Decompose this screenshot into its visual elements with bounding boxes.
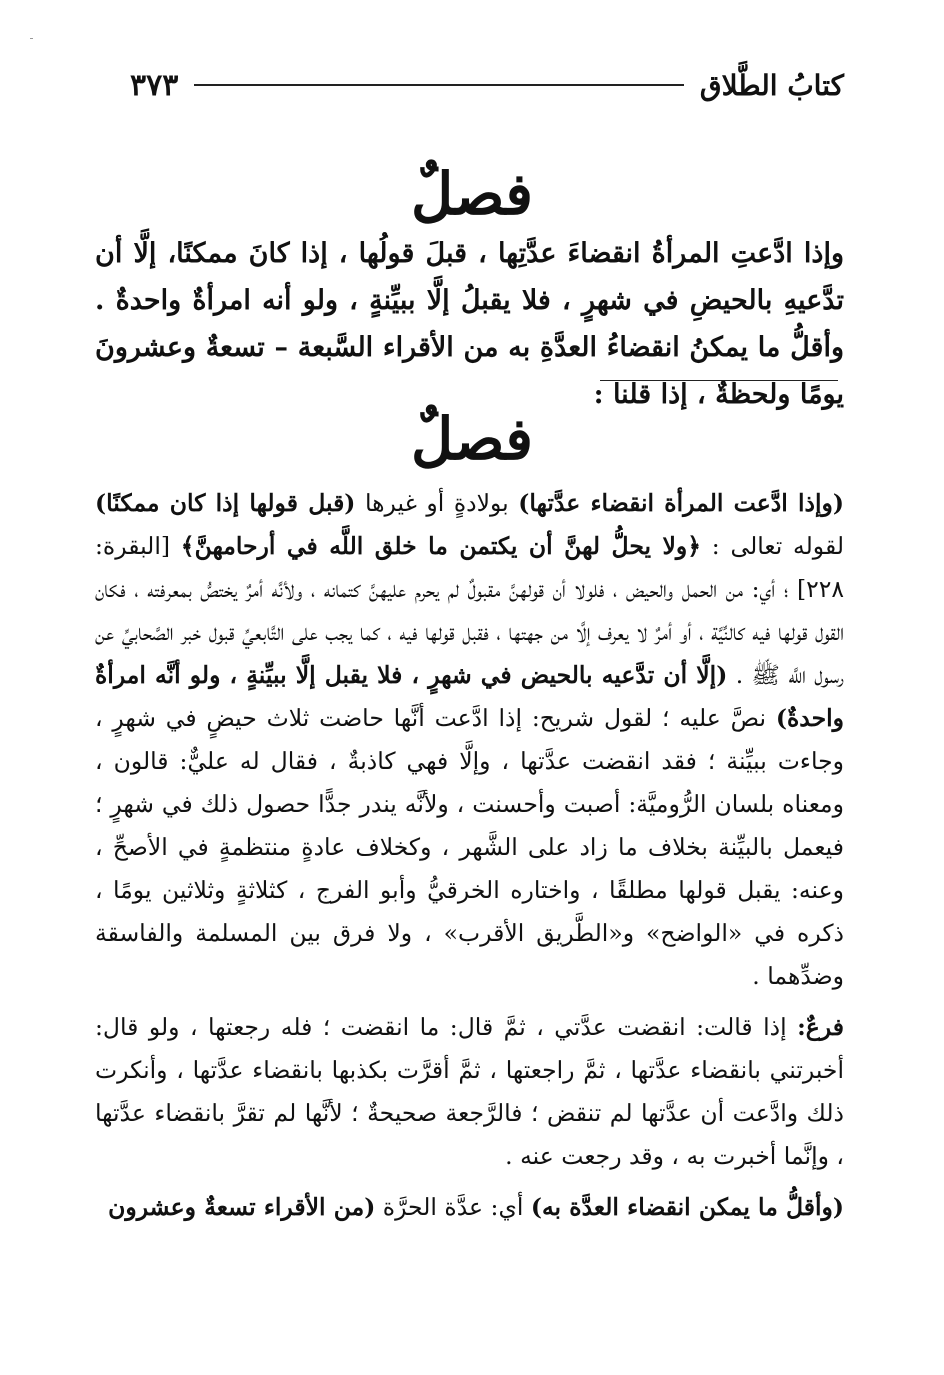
commentary-run: لقوله تعالى : <box>701 532 844 560</box>
commentary-run: بولادةٍ أو غيرها <box>355 489 519 517</box>
commentary-text <box>95 482 844 1229</box>
commentary-run: نصَّ عليه ؛ لقول شريح: إذا ادَّعت أنَّها حاضت ثلاث حيضٍ في شهرٍ ، وجاءت ببيِّنة ؛ فقد انقضت عدَّتها ، وإلَّا فهي كاذبةٌ ، فقال له عليٌّ: قالون ، ومعناه بلسان الرُّوميَّة: أصبت وأحسنت ، ولأنَّه يندر جدًّا حصول ذلك في شهرٍ ؛ فيعمل بالبيِّنة بخلاف ما زاد على الشَّهر ، وكخلاف عادةٍ منتظمةٍ في الأصحِّ ، وعنه: يقبل قولها مطلقًا ، واختاره الخرقيُّ وأبو الفرج ، كثلاثةٍ وثلاثين يومًا ، ذكره في «الواضح» و«الطَّريق الأقرب» ، ولا فرق بين المسلمة والفاسقة وضدِّهما . <box>95 704 844 990</box>
commentary-run: إذا قالت: انقضت عدَّتي ، ثمَّ قال: ما انقضت ؛ فله رجعتها ، ولو قال: أخبرتني بانقضاء عدَّتها ، ثمَّ راجعتها ، ثمَّ أقرَّت بكذبها بانقضاء عدَّتها ، وأنكرت ذلك وادَّعت أن عدَّتها لم تنقض ؛ فالرَّجعة صحيحةٌ ؛ لأنَّها لم تقرَّ بانقضاء عدَّتها ، وإنَّما أخبرت به ، وقد رجعت عنه . <box>95 1013 844 1170</box>
commentary-run: أي: عدَّة الحرَّة <box>375 1193 531 1221</box>
commentary-paragraph-2 <box>95 1006 844 1178</box>
header-rule <box>194 84 684 86</box>
matn-text: وإذا ادَّعتِ المرأةُ انقضاءَ عدَّتِها ، قبلَ قولُها ، إذا كانَ ممكنًا، إلَّا أن تدَّعيهِ بالحيضِ في شهرٍ ، فلا يقبلُ إلَّا ببيِّنةٍ ، ولو أنه امرأةٌ واحدةٌ . وأقلُّ ما يمكنُ انقضاءُ العدَّةِ به من الأقراء السَّبعة – تسعةٌ وعشرونَ يومًا ولحظةٌ ، إذا قلنا : <box>95 238 844 410</box>
bold-matn-quote: (إلَّا أن تدَّعيه بالحيض في شهرٍ ، فلا يقبل إلَّا ببيِّنةٍ ، ولو أنَّه امرأةٌ واحدةٌ) <box>95 661 844 732</box>
matn-separator <box>600 380 838 381</box>
commentary-paragraph-1 <box>95 482 844 998</box>
commentary-paragraph-3 <box>95 1186 844 1229</box>
bold-matn-quote: ﴿ولا يحلُّ لهنَّ أن يكتمن ما خلق اللَّه في أرحامهنَّ﴾ <box>180 532 702 560</box>
scan-speck <box>30 38 33 39</box>
bold-matn-quote: (وإذا ادَّعت المرأة انقضاء عدَّتها) <box>518 489 844 517</box>
commentary-run: [البقرة: ٢٢٨] ؛ أي: من الحمل والحيض ، فلولا أن قولهنَّ مقبولٌ لم يحرم عليهنَّ كتمانه ، ولأنَّه أمرٌ يختصُّ بمعرفته ، فكان القول قولها فيه كالنِّيَّة ، أو أمرٌ لا يعرف إلَّا من جهتها ، فقبل قولها فيه ، كما يجب على التَّابعيِّ قبول خبر الصَّحابيِّ عن رسول اللَّه ﷺ . <box>95 532 844 689</box>
bold-matn-quote: (قبل قولها إذا كان ممكنًا) <box>95 489 356 517</box>
bold-matn-quote: فرعٌ: <box>797 1013 844 1041</box>
bold-matn-quote: (وأقلُّ ما يمكن انقضاء العدَّة به) <box>530 1193 844 1221</box>
sharh-section-heading: فصلٌ <box>411 405 533 473</box>
page-number: ٣٧٣ <box>130 67 179 103</box>
bold-matn-quote: (من الأقراء تسعةٌ وعشرون <box>108 1193 376 1221</box>
book-title: كتابُ الطَّلاق <box>699 68 844 102</box>
running-header <box>130 60 844 110</box>
matn-section-heading: فصلٌ <box>411 160 533 228</box>
